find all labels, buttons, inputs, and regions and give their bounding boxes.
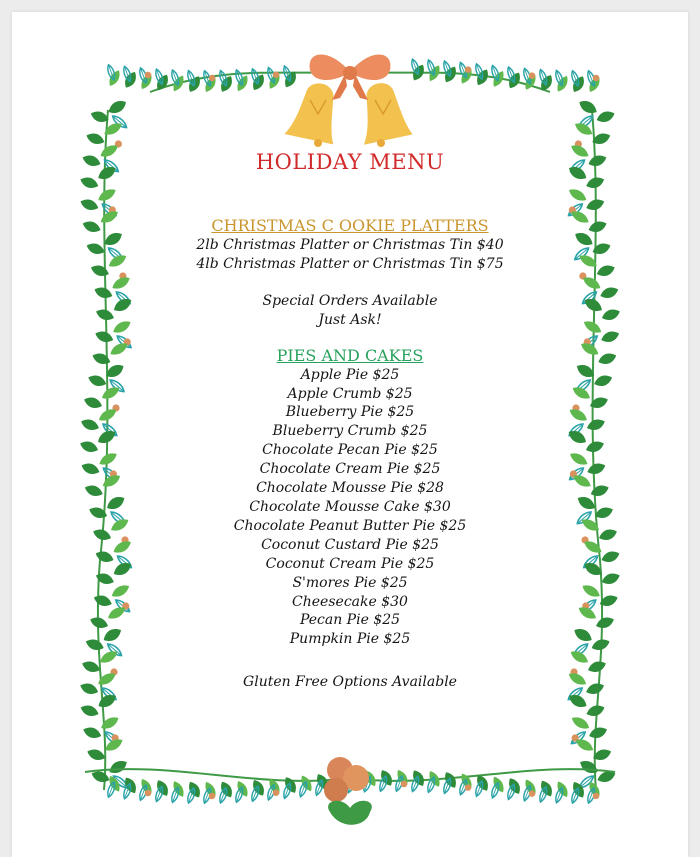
- berry-icon: [209, 75, 215, 81]
- leaf-icon: [599, 285, 620, 301]
- special-orders-note: Special Orders Available: [262, 292, 438, 309]
- leaf-icon: [587, 153, 608, 169]
- leaf-icon: [573, 120, 595, 138]
- leaf-icon: [84, 637, 105, 653]
- leaf-icon: [586, 659, 607, 675]
- berry-icon: [465, 784, 471, 790]
- leaf-icon: [96, 186, 118, 204]
- leaf-icon: [88, 615, 109, 631]
- leaf-icon: [591, 241, 612, 257]
- list-item: Pumpkin Pie $25: [289, 631, 411, 648]
- leaf-icon: [89, 263, 110, 279]
- list-item: Pecan Pie $25: [299, 612, 401, 629]
- berry-icon: [529, 790, 535, 796]
- list-item: Chocolate Mousse Cake $30: [249, 498, 451, 515]
- leaf-icon: [597, 351, 618, 367]
- leaf-icon: [570, 714, 592, 732]
- list-item: Apple Pie $25: [300, 366, 400, 383]
- leaf-icon: [82, 725, 103, 741]
- leaf-icon: [586, 461, 607, 477]
- leaf-icon: [585, 703, 606, 719]
- cookie-section-heading: CHRISTMAS C OOKIE PLATTERS: [211, 216, 489, 235]
- leaf-icon: [600, 329, 621, 345]
- leaf-icon: [79, 197, 100, 213]
- leaf-icon: [94, 549, 115, 565]
- leaf-icon: [107, 757, 130, 776]
- leaf-icon: [582, 318, 604, 336]
- list-item: 2lb Christmas Platter or Christmas Tin $40: [196, 237, 504, 253]
- leaf-icon: [595, 109, 616, 125]
- leaf-icon: [83, 483, 104, 499]
- list-item: Coconut Cream Pie $25: [265, 555, 435, 572]
- list-item: Chocolate Mousse Pie $28: [256, 480, 444, 497]
- leaf-icon: [78, 439, 99, 455]
- leaf-icon: [570, 384, 592, 402]
- leaf-icon: [588, 395, 609, 411]
- list-item: Blueberry Crumb $25: [272, 423, 428, 440]
- leaf-icon: [107, 252, 129, 270]
- leaf-icon: [97, 450, 119, 468]
- leaf-icon: [110, 582, 132, 600]
- berry-icon: [529, 72, 535, 78]
- leaf-icon: [79, 175, 100, 191]
- leaf-icon: [92, 593, 113, 609]
- pies-section-heading: PIES AND CAKES: [276, 345, 424, 365]
- menu-content: [140, 142, 560, 692]
- leaf-icon: [580, 582, 602, 600]
- list-item: Chocolate Cream Pie $25: [259, 461, 441, 478]
- leaf-icon: [587, 725, 608, 741]
- berry-icon: [593, 75, 599, 81]
- leaf-icon: [572, 625, 595, 644]
- gluten-free-note: Gluten Free Options Available: [243, 674, 457, 691]
- leaf-icon: [600, 571, 621, 587]
- leaf-icon: [584, 439, 605, 455]
- list-item: 4lb Christmas Platter or Christmas Tin $75: [196, 255, 504, 272]
- list-item: Coconut Custard Pie $25: [261, 536, 439, 553]
- list-item: Apple Crumb $25: [287, 385, 413, 402]
- leaf-icon: [91, 351, 112, 367]
- leaf-icon: [584, 681, 605, 697]
- leaf-icon: [585, 417, 606, 433]
- berry-icon: [209, 793, 215, 799]
- leaf-icon: [82, 395, 103, 411]
- page-title: HOLIDAY MENU: [255, 150, 445, 174]
- leaf-icon: [79, 703, 100, 719]
- leaf-icon: [600, 307, 621, 323]
- leaf-icon: [85, 131, 106, 147]
- leaf-icon: [101, 625, 124, 644]
- just-ask-note: Just Ask!: [318, 311, 382, 328]
- bells-icon: [284, 78, 412, 147]
- leaf-icon: [592, 373, 613, 389]
- leaf-icon: [578, 757, 601, 776]
- leaf-icon: [600, 549, 621, 565]
- berry-icon: [465, 66, 471, 72]
- leaf-icon: [99, 714, 121, 732]
- berry-icon: [273, 72, 279, 78]
- leaf-icon: [106, 97, 129, 116]
- list-item: Chocolate Pecan Pie $25: [262, 442, 438, 459]
- berry-icon: [593, 793, 599, 799]
- leaf-icon: [595, 263, 616, 279]
- leaf-icon: [589, 483, 610, 499]
- leaf-icon: [81, 153, 102, 169]
- leaf-icon: [87, 373, 108, 389]
- leaf-icon: [94, 571, 115, 587]
- leaf-icon: [567, 186, 589, 204]
- left-vine-garland: [78, 97, 133, 790]
- leaf-icon: [80, 659, 101, 675]
- leaf-icon: [79, 417, 100, 433]
- leaf-icon: [96, 691, 119, 710]
- berry-icon: [401, 781, 407, 787]
- leaf-icon: [573, 229, 596, 248]
- right-vine-garland: [566, 97, 621, 790]
- leaf-icon: [111, 559, 134, 578]
- leaf-icon: [594, 615, 615, 631]
- leaf-icon: [568, 450, 590, 468]
- berry-icon: [145, 72, 151, 78]
- leaf-icon: [94, 329, 115, 345]
- leaf-icon: [587, 219, 608, 235]
- berry-icon: [273, 790, 279, 796]
- leaf-icon: [577, 97, 600, 116]
- list-item: S'mores Pie $25: [292, 574, 408, 591]
- leaf-icon: [111, 295, 134, 314]
- leaf-icon: [93, 285, 114, 301]
- berry-icon: [145, 790, 151, 796]
- leaf-icon: [80, 461, 101, 477]
- list-item: Cheesecake $30: [292, 593, 408, 610]
- list-item: Blueberry Pie $25: [285, 404, 415, 421]
- leaf-icon: [81, 219, 102, 235]
- leaf-icon: [104, 493, 127, 512]
- leaf-icon: [111, 318, 133, 336]
- leaf-icon: [79, 681, 100, 697]
- leaf-icon: [86, 747, 107, 763]
- leaf-icon: [85, 241, 106, 257]
- leaf-icon: [566, 427, 589, 446]
- list-item: Chocolate Peanut Butter Pie $25: [233, 517, 467, 534]
- leaf-icon: [597, 527, 618, 543]
